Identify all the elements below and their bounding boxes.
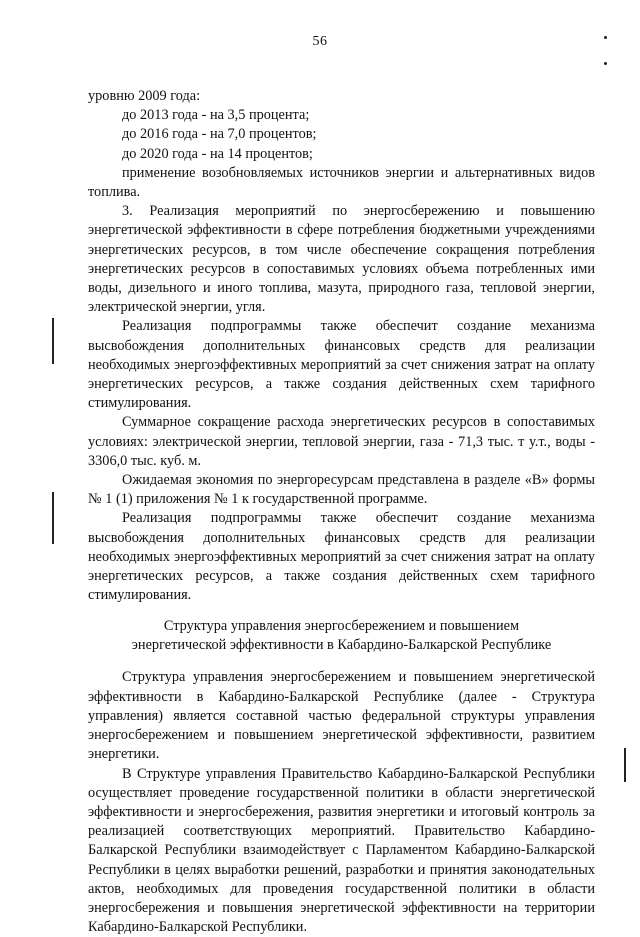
list-item-2016: до 2016 года - на 7,0 процентов; [122, 125, 595, 144]
section-title [88, 617, 595, 655]
paragraph-item-3: 3. Реализация мероприятий по энергосбережению и повышению энергетической эффективности в сфере потребления бюджетными учреждениями энергетических ресурсов, в том числе обеспечение сокращения потребления энергетических ресурсов в сопоставимых условиях объема потребленных ими воды, дизельного и иного топлива, мазута, природного газа, тепловой энергии, электрической энергии, угля. [88, 202, 595, 317]
paragraph-structure-definition: Структура управления энергосбережением и повышением энергетической эффективности в Кабардино-Балкарской Республике (далее - Структура управления) является составной частью федеральной структуры управления энергосбережением и повышением энергетической эффективности, развитием энергетики. [88, 668, 595, 764]
paragraph-expected-savings: Ожидаемая экономия по энергоресурсам представлена в разделе «В» формы № 1 (1) приложения № 1 к государственной программе. [88, 471, 595, 509]
paragraph-renewables: применение возобновляемых источников энергии и альтернативных видов топлива. [88, 164, 595, 202]
left-margin-bar [52, 492, 54, 544]
right-margin-bar [624, 748, 626, 782]
paragraph-total-reduction: Суммарное сокращение расхода энергетических ресурсов в сопоставимых условиях: электрической энергии, тепловой энергии, газа - 71,3 тыс. т у.т., воды - 3306,0 тыс. куб. м. [88, 413, 595, 471]
paragraph-subprogram-mechanism-2: Реализация подпрограммы также обеспечит создание механизма высвобождения дополнительных финансовых средств для реализации необходимых энергоэффективных мероприятий за счет снижения затрат на оплату энергетических ресурсов, а также создания действенных схем тарифного стимулирования. [88, 509, 595, 605]
section-title-line-2: энергетической эффективности в Кабардино-Балкарской Республике [88, 636, 595, 655]
scan-dot [604, 62, 607, 65]
section-title-line-1: Структура управления энергосбережением и повышением [88, 617, 595, 636]
list-item-2013: до 2013 года - на 3,5 процента; [122, 106, 595, 125]
paragraph-government-role: В Структуре управления Правительство Кабардино-Балкарской Республики осуществляет проведение государственной политики в области энергетической эффективности и энергосбережения, развития энергетики и итоговый контроль за реализацией соответствующих мероприятий. Правительство Кабардино-Балкарской Республики взаимодействует с Парламентом Кабардино-Балкарской Республики в целях выработки решений, разработки и принятия законодательных актов, необходимых для проведения государственной политики в области энергосбережения и повышения энергетической эффективности на территории Кабардино-Балкарской Республики. [88, 765, 595, 937]
document-body [88, 87, 595, 937]
page-number: 56 [0, 34, 640, 50]
left-margin-bar [52, 318, 54, 364]
paragraph-subprogram-mechanism-1: Реализация подпрограммы также обеспечит создание механизма высвобождения дополнительных финансовых средств для реализации необходимых энергоэффективных мероприятий за счет снижения затрат на оплату энергетических ресурсов, а также создания действенных схем тарифного стимулирования. [88, 317, 595, 413]
paragraph-intro: уровню 2009 года: [88, 87, 595, 106]
list-item-2020: до 2020 года - на 14 процентов; [122, 145, 595, 164]
